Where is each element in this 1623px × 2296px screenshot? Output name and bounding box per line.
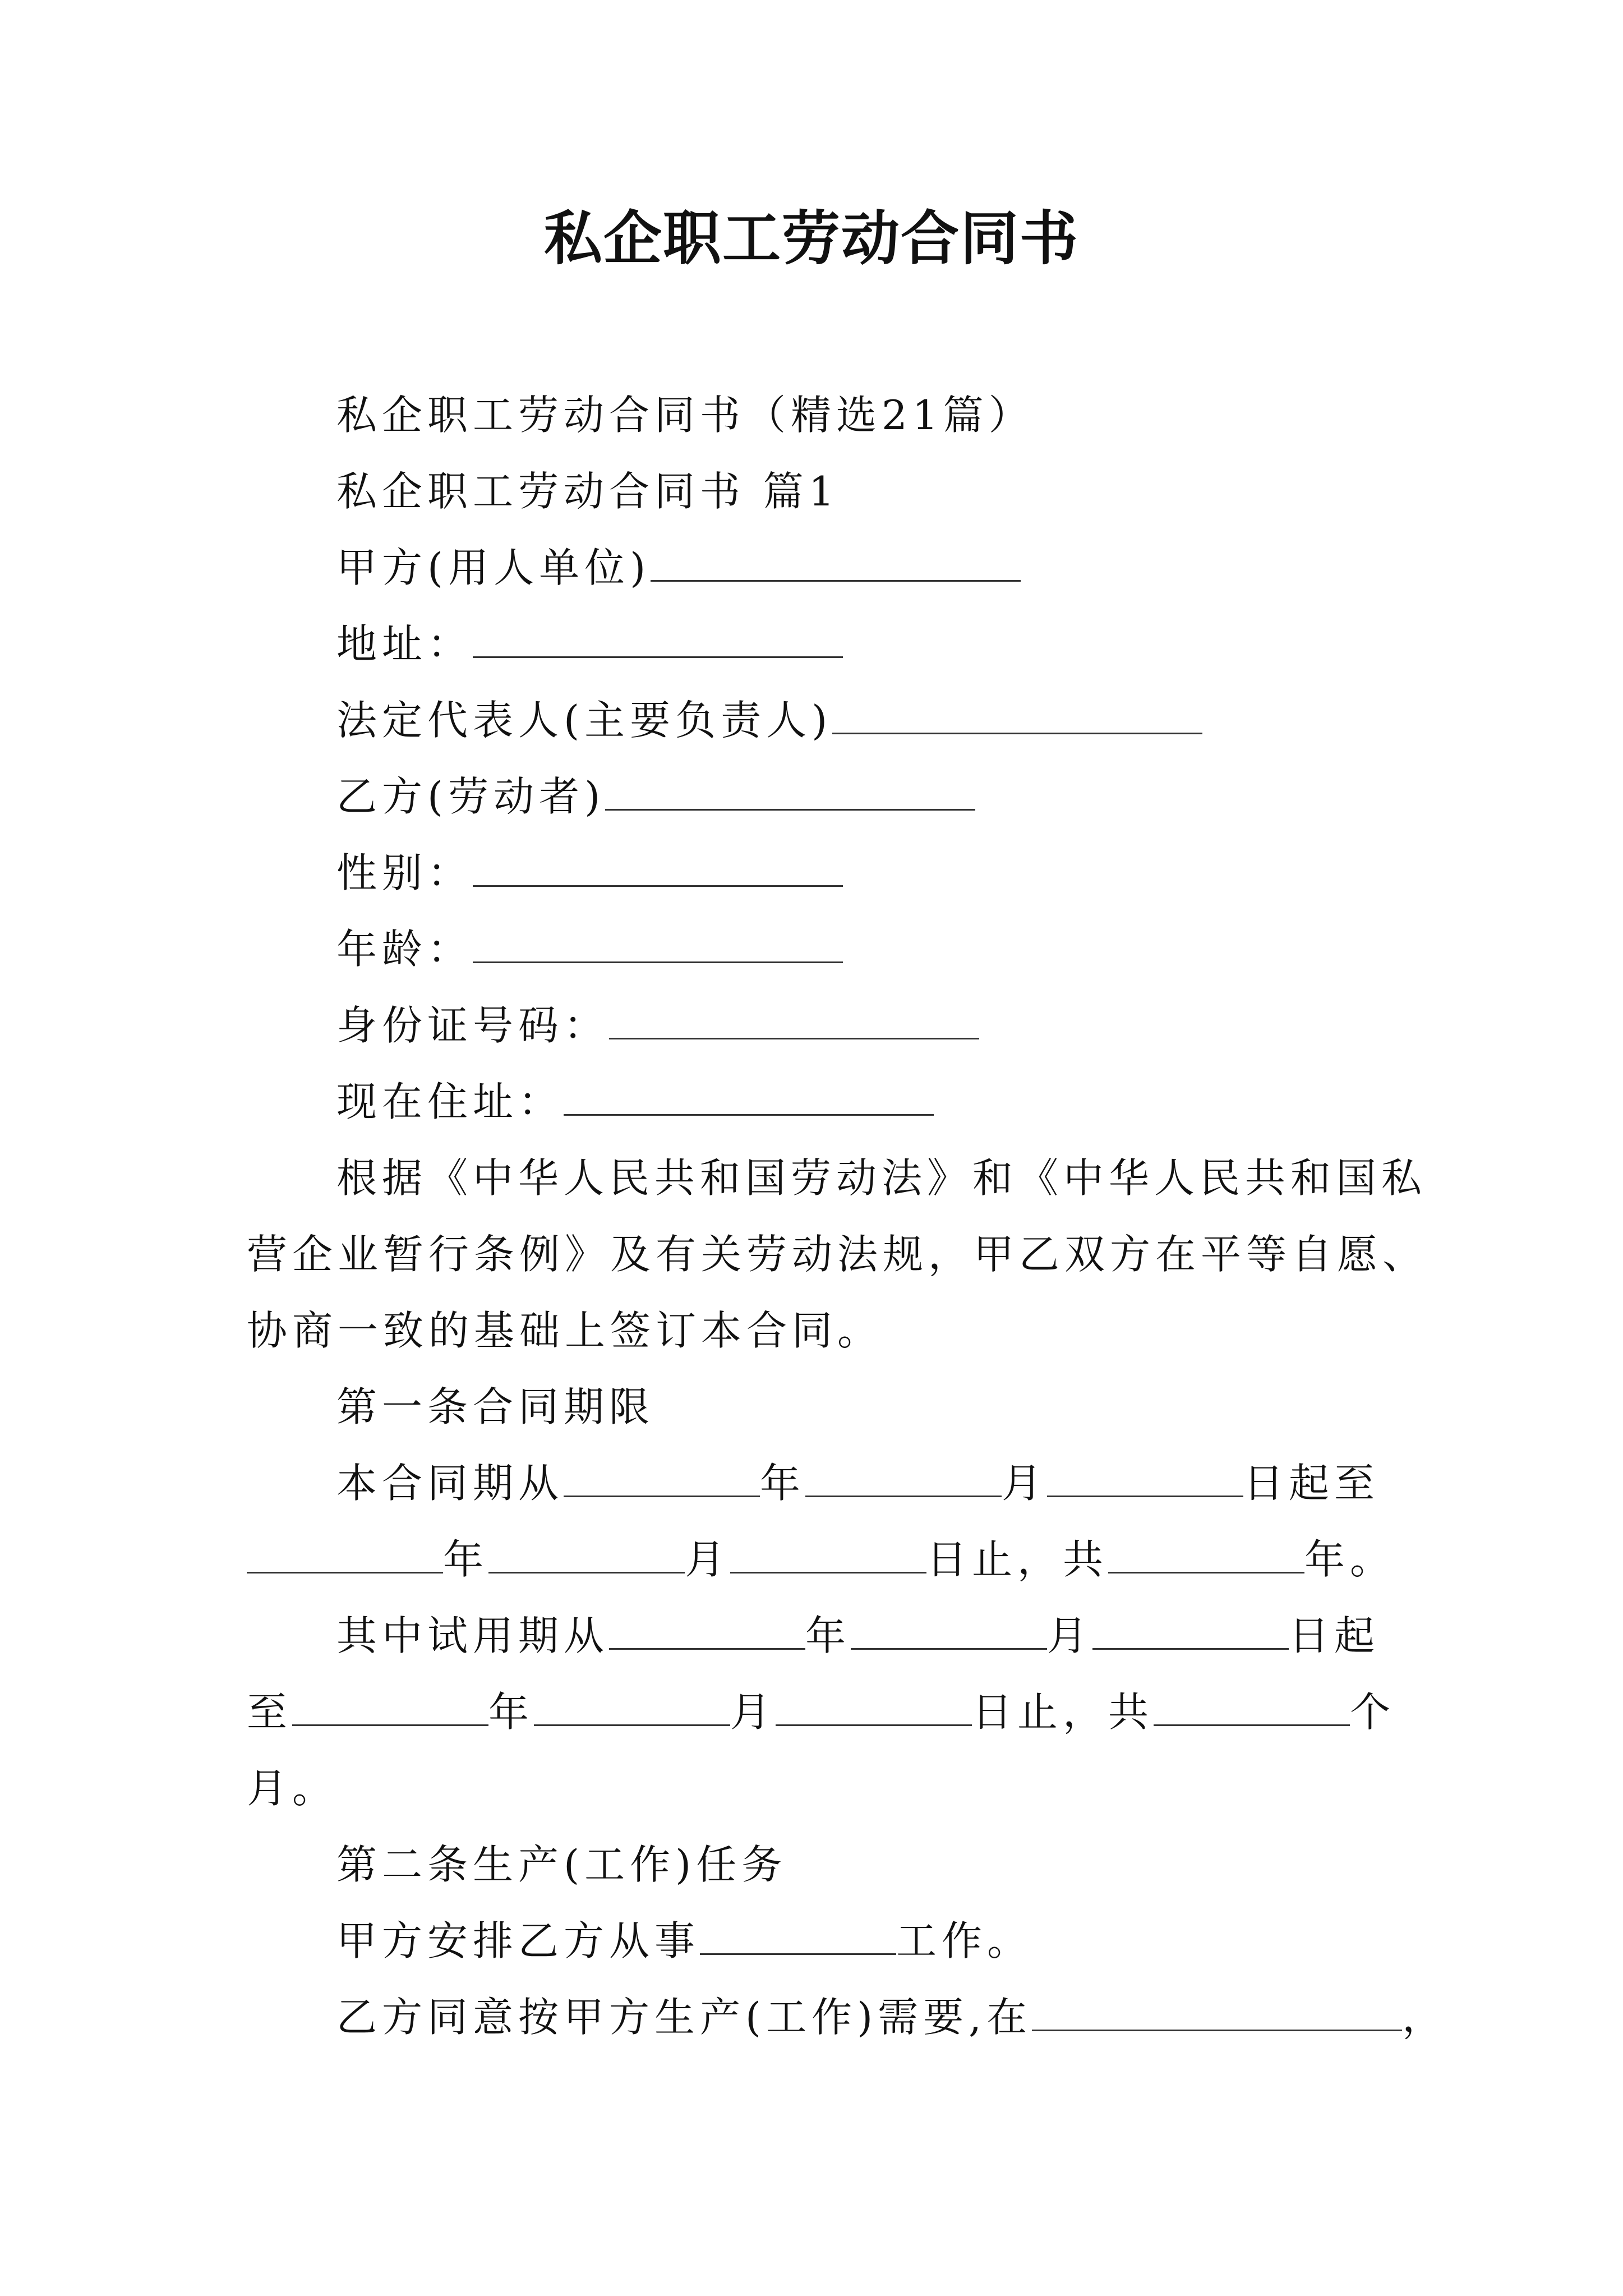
probation-line-3: 月。: [247, 1765, 338, 1812]
blank-job[interactable]: [700, 1913, 896, 1955]
field-gender: [336, 845, 843, 901]
document-title: 私企职工劳动合同书: [543, 204, 1079, 273]
month-label: 月: [685, 1536, 731, 1583]
location-prefix: 乙方同意按甲方生产(工作)需要,在: [336, 1994, 1032, 2041]
term-prefix: 本合同期从: [336, 1460, 564, 1507]
field-label: 年龄：: [336, 926, 473, 973]
contract-term-line-1: [336, 1455, 1380, 1511]
probation-prefix: 其中试用期从: [336, 1612, 610, 1659]
day-to-label: 日止，共: [972, 1688, 1154, 1736]
blank-address[interactable]: [473, 616, 843, 658]
preamble-line-3: 协商一致的基础上签订本合同。: [247, 1307, 883, 1354]
field-label: 乙方(劳动者): [336, 773, 606, 820]
blank-probation-months[interactable]: [1154, 1684, 1350, 1726]
month-label: 月: [1047, 1612, 1093, 1659]
location-suffix: ，: [1402, 1994, 1448, 2041]
job-assignment-line: [336, 1913, 1032, 1969]
field-label: 现在住址：: [336, 1078, 564, 1125]
job-suffix: 工作。: [896, 1917, 1033, 1964]
work-location-line: [336, 1989, 1447, 2045]
preamble-line-2: 营企业暂行条例》及有关劳动法规，甲乙双方在平等自愿、: [247, 1231, 1428, 1278]
blank-probation-end-day[interactable]: [776, 1684, 972, 1726]
day-from-label: 日起: [1289, 1612, 1380, 1659]
blank-party-a[interactable]: [651, 540, 1021, 582]
field-party-b: [336, 769, 975, 825]
blank-probation-end-month[interactable]: [534, 1684, 730, 1726]
day-from-label: 日起至: [1243, 1460, 1380, 1507]
blank-id-number[interactable]: [609, 997, 979, 1039]
blank-start-day[interactable]: [1047, 1455, 1243, 1497]
blank-current-address[interactable]: [564, 1074, 934, 1116]
to-label: 至: [247, 1688, 293, 1736]
field-label: 性别：: [336, 849, 473, 896]
blank-probation-start-year[interactable]: [609, 1608, 805, 1650]
article-2-heading: 第二条生产(工作)任务: [336, 1841, 787, 1888]
day-to-label: 日止，共: [926, 1536, 1109, 1583]
blank-end-month[interactable]: [488, 1531, 685, 1573]
blank-total-years[interactable]: [1108, 1531, 1304, 1573]
field-legal-rep: [336, 692, 1202, 748]
blank-work-location[interactable]: [1032, 1989, 1402, 2031]
field-age: [336, 921, 843, 977]
year-label: 年: [488, 1688, 534, 1736]
blank-gender[interactable]: [473, 845, 843, 887]
blank-start-year[interactable]: [564, 1455, 760, 1497]
years-end-label: 年。: [1304, 1536, 1396, 1583]
year-label: 年: [760, 1460, 806, 1507]
blank-legal-rep[interactable]: [832, 692, 1202, 734]
section-header: 私企职工劳动合同书 篇1: [336, 468, 840, 515]
year-label: 年: [805, 1612, 851, 1659]
field-id-number: [336, 997, 979, 1053]
field-party-a: [336, 540, 1021, 596]
probation-line-2: [247, 1684, 1395, 1740]
months-end-label: 个: [1350, 1688, 1396, 1736]
blank-end-year[interactable]: [247, 1531, 443, 1573]
blank-party-b[interactable]: [605, 769, 975, 811]
field-label: 地址：: [336, 620, 473, 668]
field-address: [336, 616, 843, 672]
probation-line-1: [336, 1608, 1380, 1664]
field-label: 身份证号码：: [336, 1002, 610, 1049]
blank-probation-end-year[interactable]: [292, 1684, 488, 1726]
preamble-line-1: 根据《中华人民共和国劳动法》和《中华人民共和国私: [336, 1154, 1427, 1202]
month-label: 月: [1002, 1460, 1048, 1507]
blank-probation-start-month[interactable]: [851, 1608, 1047, 1650]
blank-age[interactable]: [473, 921, 843, 963]
month-label: 月: [730, 1688, 776, 1736]
article-1-heading: 第一条合同期限: [336, 1383, 655, 1430]
contract-term-line-2: [247, 1531, 1395, 1588]
blank-probation-start-day[interactable]: [1092, 1608, 1289, 1650]
blank-start-month[interactable]: [805, 1455, 1002, 1497]
job-prefix: 甲方安排乙方从事: [336, 1917, 700, 1964]
blank-end-day[interactable]: [730, 1531, 926, 1573]
field-current-address: [336, 1074, 934, 1130]
field-label: 甲方(用人单位): [336, 544, 651, 591]
subtitle: 私企职工劳动合同书（精选21篇）: [336, 392, 1034, 439]
field-label: 法定代表人(主要负责人): [336, 697, 833, 744]
year-label: 年: [443, 1536, 489, 1583]
